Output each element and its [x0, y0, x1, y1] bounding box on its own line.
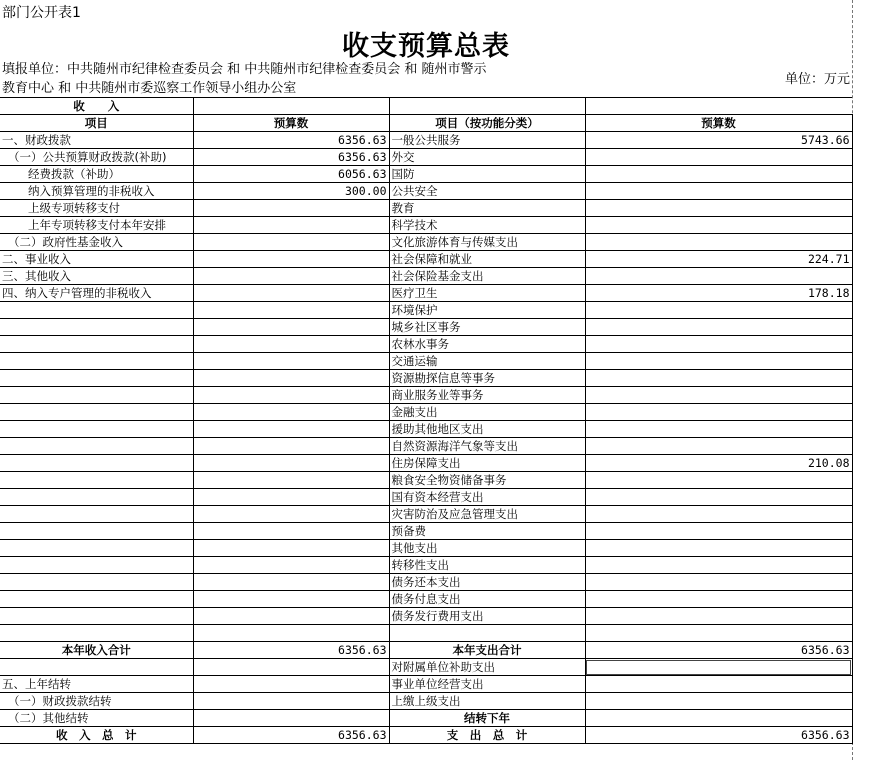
- table-cell[interactable]: [193, 98, 389, 115]
- table-row: [0, 149, 852, 166]
- table-row: [0, 370, 852, 387]
- income-value-cell[interactable]: 6356.63: [193, 149, 389, 166]
- table-row: [0, 523, 852, 540]
- income-value-cell[interactable]: [193, 353, 389, 370]
- table-row: [0, 591, 852, 608]
- income-value-cell[interactable]: [193, 387, 389, 404]
- income-item-cell[interactable]: 四、纳入专户管理的非税收入: [0, 285, 193, 302]
- table-row: [0, 166, 852, 183]
- reporting-unit-line1: 填报单位：中共随州市纪律检查委员会 和 中共随州市纪律检查委员会 和 随州市警示: [2, 62, 487, 77]
- grand-total-row: [0, 727, 852, 744]
- expense-item-cell[interactable]: 一般公共服务: [389, 132, 585, 149]
- budget-table: [0, 97, 853, 744]
- expense-value-cell[interactable]: [585, 217, 852, 234]
- income-section-header[interactable]: 收 入: [0, 98, 193, 115]
- table-row: [0, 506, 852, 523]
- income-item-cell[interactable]: [0, 302, 193, 319]
- income-item-cell[interactable]: [0, 438, 193, 455]
- income-value-cell[interactable]: [193, 302, 389, 319]
- expense-item-cell[interactable]: 预备费: [389, 523, 585, 540]
- income-value-cell[interactable]: [193, 506, 389, 523]
- income-item-cell[interactable]: （二）其他结转: [0, 710, 193, 727]
- income-value-cell[interactable]: [193, 200, 389, 217]
- expense-value-cell[interactable]: [585, 353, 852, 370]
- expense-item-cell[interactable]: 自然资源海洋气象等支出: [389, 438, 585, 455]
- header-row: [0, 115, 852, 132]
- expense-value-cell[interactable]: [585, 676, 852, 693]
- table-row: [0, 200, 852, 217]
- expense-item-cell[interactable]: 医疗卫生: [389, 285, 585, 302]
- expense-item-cell[interactable]: 结转下年: [389, 710, 585, 727]
- expense-item-cell[interactable]: 环境保护: [389, 302, 585, 319]
- table-row: [0, 285, 852, 302]
- income-value-cell[interactable]: [193, 455, 389, 472]
- table-row: [0, 387, 852, 404]
- income-item-cell[interactable]: 一、财政拨款: [0, 132, 193, 149]
- income-value-cell[interactable]: [193, 693, 389, 710]
- expense-item-cell[interactable]: 债务付息支出: [389, 591, 585, 608]
- expense-grand-total-label[interactable]: 支 出 总 计: [389, 727, 585, 744]
- income-value-cell[interactable]: [193, 574, 389, 591]
- income-item-cell[interactable]: （二）政府性基金收入: [0, 234, 193, 251]
- expense-value-cell[interactable]: [585, 540, 852, 557]
- income-grand-total-value[interactable]: 6356.63: [193, 727, 389, 744]
- income-item-cell[interactable]: [0, 659, 193, 676]
- table-row: [0, 659, 852, 676]
- expense-item-cell[interactable]: 事业单位经营支出: [389, 676, 585, 693]
- expense-item-cell[interactable]: 交通运输: [389, 353, 585, 370]
- expense-value-cell[interactable]: [585, 489, 852, 506]
- income-value-cell[interactable]: [193, 557, 389, 574]
- reporting-unit-line2: 教育中心 和 中共随州市委巡察工作领导小组办公室: [2, 81, 297, 96]
- expense-value-cell[interactable]: [585, 336, 852, 353]
- income-item-cell[interactable]: [0, 625, 193, 642]
- expense-value-cell[interactable]: [585, 557, 852, 574]
- expense-item-cell[interactable]: 国有资本经营支出: [389, 489, 585, 506]
- income-value-cell[interactable]: [193, 540, 389, 557]
- table-row: [0, 438, 852, 455]
- expense-value-cell[interactable]: [585, 166, 852, 183]
- expense-value-cell[interactable]: [585, 183, 852, 200]
- page-title: 收支预算总表: [342, 31, 510, 62]
- expense-value-cell[interactable]: [585, 200, 852, 217]
- income-item-cell[interactable]: [0, 421, 193, 438]
- expense-item-cell[interactable]: 商业服务业等事务: [389, 387, 585, 404]
- income-item-cell[interactable]: [0, 489, 193, 506]
- income-item-cell[interactable]: [0, 506, 193, 523]
- income-value-cell[interactable]: [193, 370, 389, 387]
- expense-budget-header[interactable]: 预算数: [585, 115, 852, 132]
- income-item-cell[interactable]: 二、事业收入: [0, 251, 193, 268]
- expense-item-cell[interactable]: 社会保险基金支出: [389, 268, 585, 285]
- income-item-cell[interactable]: [0, 540, 193, 557]
- income-value-cell[interactable]: [193, 676, 389, 693]
- income-item-cell[interactable]: [0, 472, 193, 489]
- table-row: [0, 574, 852, 591]
- expense-value-cell[interactable]: 5743.66: [585, 132, 852, 149]
- expense-item-cell[interactable]: 农林水事务: [389, 336, 585, 353]
- table-row: [0, 234, 852, 251]
- table-row: [0, 336, 852, 353]
- income-grand-total-label[interactable]: 收 入 总 计: [0, 727, 193, 744]
- expense-value-cell[interactable]: [585, 234, 852, 251]
- income-value-cell[interactable]: [193, 217, 389, 234]
- table-row: [0, 710, 852, 727]
- income-value-cell[interactable]: [193, 625, 389, 642]
- income-item-cell[interactable]: [0, 591, 193, 608]
- expense-item-cell[interactable]: 转移性支出: [389, 557, 585, 574]
- table-row: [0, 132, 852, 149]
- income-item-cell[interactable]: [0, 336, 193, 353]
- table-row: [0, 353, 852, 370]
- expense-item-cell[interactable]: 债务发行费用支出: [389, 608, 585, 625]
- income-total-value[interactable]: 6356.63: [193, 642, 389, 659]
- income-item-cell[interactable]: [0, 523, 193, 540]
- income-value-cell[interactable]: [193, 336, 389, 353]
- table-row: [0, 404, 852, 421]
- expense-item-cell[interactable]: 债务还本支出: [389, 574, 585, 591]
- expense-item-cell[interactable]: [389, 625, 585, 642]
- income-item-cell[interactable]: 经费拨款（补助）: [0, 166, 193, 183]
- table-row: [0, 608, 852, 625]
- income-value-cell[interactable]: [193, 472, 389, 489]
- section-row: [0, 98, 852, 115]
- table-cell[interactable]: [585, 98, 852, 115]
- expense-value-cell[interactable]: [585, 421, 852, 438]
- income-value-cell[interactable]: [193, 710, 389, 727]
- expense-item-cell[interactable]: 科学技术: [389, 217, 585, 234]
- income-item-cell[interactable]: 上级专项转移支付: [0, 200, 193, 217]
- table-row: [0, 625, 852, 642]
- expense-value-cell[interactable]: [585, 506, 852, 523]
- income-value-cell[interactable]: [193, 251, 389, 268]
- expense-item-cell[interactable]: 上缴上级支出: [389, 693, 585, 710]
- table-row: [0, 251, 852, 268]
- expense-value-cell[interactable]: 210.08: [585, 455, 852, 472]
- income-item-cell[interactable]: （一）财政拨款结转: [0, 693, 193, 710]
- table-row: [0, 676, 852, 693]
- income-budget-header[interactable]: 预算数: [193, 115, 389, 132]
- expense-value-cell[interactable]: [585, 591, 852, 608]
- expense-total-label[interactable]: 本年支出合计: [389, 642, 585, 659]
- table-row: [0, 268, 852, 285]
- income-item-cell[interactable]: [0, 387, 193, 404]
- expense-item-cell[interactable]: 援助其他地区支出: [389, 421, 585, 438]
- income-value-cell[interactable]: [193, 268, 389, 285]
- table-row: [0, 489, 852, 506]
- income-item-header[interactable]: 项目: [0, 115, 193, 132]
- expense-value-cell[interactable]: [585, 370, 852, 387]
- expense-value-cell[interactable]: [585, 302, 852, 319]
- expense-value-cell[interactable]: [585, 523, 852, 540]
- expense-value-cell[interactable]: [585, 404, 852, 421]
- income-item-cell[interactable]: [0, 370, 193, 387]
- income-item-cell[interactable]: [0, 608, 193, 625]
- income-value-cell[interactable]: [193, 659, 389, 676]
- expense-item-cell[interactable]: 其他支出: [389, 540, 585, 557]
- income-item-cell[interactable]: [0, 319, 193, 336]
- income-item-cell[interactable]: 五、上年结转: [0, 676, 193, 693]
- expense-value-cell[interactable]: [585, 574, 852, 591]
- income-item-cell[interactable]: 纳入预算管理的非税收入: [0, 183, 193, 200]
- income-value-cell[interactable]: [193, 523, 389, 540]
- expense-value-cell[interactable]: [585, 319, 852, 336]
- income-item-cell[interactable]: [0, 574, 193, 591]
- table-row: [0, 319, 852, 336]
- expense-value-cell[interactable]: [585, 149, 852, 166]
- income-total-label[interactable]: 本年收入合计: [0, 642, 193, 659]
- expense-value-cell[interactable]: [585, 268, 852, 285]
- income-item-cell[interactable]: （一）公共预算财政拨款(补助): [0, 149, 193, 166]
- expense-item-cell[interactable]: 资源勘探信息等事务: [389, 370, 585, 387]
- expense-value-cell[interactable]: [585, 438, 852, 455]
- income-value-cell[interactable]: 6056.63: [193, 166, 389, 183]
- income-item-cell[interactable]: [0, 353, 193, 370]
- table-row: [0, 455, 852, 472]
- table-row: [0, 540, 852, 557]
- income-value-cell[interactable]: 300.00: [193, 183, 389, 200]
- expense-item-cell[interactable]: 文化旅游体育与传媒支出: [389, 234, 585, 251]
- income-value-cell[interactable]: [193, 591, 389, 608]
- expense-item-cell[interactable]: 国防: [389, 166, 585, 183]
- income-item-cell[interactable]: [0, 455, 193, 472]
- expense-value-cell[interactable]: [585, 472, 852, 489]
- expense-item-cell[interactable]: 社会保障和就业: [389, 251, 585, 268]
- table-row: [0, 217, 852, 234]
- expense-item-cell[interactable]: 住房保障支出: [389, 455, 585, 472]
- table-row: [0, 302, 852, 319]
- income-value-cell[interactable]: [193, 234, 389, 251]
- income-value-cell[interactable]: [193, 438, 389, 455]
- table-row: [0, 693, 852, 710]
- income-item-cell[interactable]: [0, 404, 193, 421]
- expense-total-value[interactable]: 6356.63: [585, 642, 852, 659]
- expense-value-cell[interactable]: [585, 659, 852, 676]
- income-value-cell[interactable]: [193, 404, 389, 421]
- expense-item-cell[interactable]: 城乡社区事务: [389, 319, 585, 336]
- expense-item-cell[interactable]: 公共安全: [389, 183, 585, 200]
- expense-item-header[interactable]: 项目（按功能分类）: [389, 115, 585, 132]
- income-item-cell[interactable]: 三、其他收入: [0, 268, 193, 285]
- expense-value-cell[interactable]: [585, 710, 852, 727]
- table-row: [0, 421, 852, 438]
- expense-item-cell[interactable]: 粮食安全物资储备事务: [389, 472, 585, 489]
- expense-item-cell[interactable]: 金融支出: [389, 404, 585, 421]
- income-value-cell[interactable]: [193, 489, 389, 506]
- table-row: [0, 183, 852, 200]
- expense-value-cell[interactable]: [585, 693, 852, 710]
- expense-item-cell[interactable]: 对附属单位补助支出: [389, 659, 585, 676]
- totals-row: [0, 642, 852, 659]
- expense-value-cell[interactable]: 224.71: [585, 251, 852, 268]
- income-item-cell[interactable]: [0, 557, 193, 574]
- table-cell[interactable]: [389, 98, 585, 115]
- expense-value-cell[interactable]: [585, 625, 852, 642]
- document-id: 部门公开表1: [2, 5, 81, 21]
- income-value-cell[interactable]: [193, 421, 389, 438]
- expense-item-cell[interactable]: 灾害防治及应急管理支出: [389, 506, 585, 523]
- currency-unit: 单位：万元: [784, 72, 850, 87]
- table-row: [0, 472, 852, 489]
- income-item-cell[interactable]: 上年专项转移支付本年安排: [0, 217, 193, 234]
- expense-item-cell[interactable]: 教育: [389, 200, 585, 217]
- expense-value-cell[interactable]: [585, 608, 852, 625]
- income-value-cell[interactable]: 6356.63: [193, 132, 389, 149]
- expense-item-cell[interactable]: 外交: [389, 149, 585, 166]
- income-value-cell[interactable]: [193, 608, 389, 625]
- expense-grand-total-value[interactable]: 6356.63: [585, 727, 852, 744]
- income-value-cell[interactable]: [193, 319, 389, 336]
- table-row: [0, 557, 852, 574]
- expense-value-cell[interactable]: [585, 387, 852, 404]
- expense-value-cell[interactable]: 178.18: [585, 285, 852, 302]
- income-value-cell[interactable]: [193, 285, 389, 302]
